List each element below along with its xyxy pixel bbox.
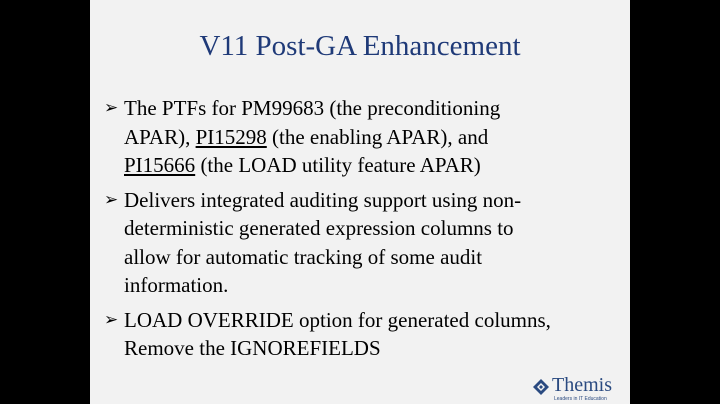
bullet-item	[104, 94, 624, 180]
bullet-text: APAR),	[124, 124, 196, 149]
bullet-line: The PTFs for PM99683 (the preconditioning	[124, 96, 501, 120]
arrow-bullet-icon: ➢	[104, 309, 119, 329]
bullet-line	[124, 123, 624, 152]
bullet-line: allow for automatic tracking of some audit	[124, 244, 483, 269]
arrow-bullet-icon: ➢	[104, 189, 119, 209]
bullet-text: (the enabling APAR), and	[266, 124, 489, 149]
slide-title: V11 Post-GA Enhancement	[199, 30, 521, 62]
diamond-logo-icon	[532, 378, 550, 396]
bullet-item	[104, 186, 624, 300]
bullet-line: deterministic generated expression columns to	[124, 216, 514, 240]
logo-name: Themis	[552, 374, 612, 396]
bullet-item	[104, 306, 624, 363]
themis-logo	[532, 374, 628, 402]
slide	[90, 0, 630, 404]
bullet-list	[104, 94, 624, 369]
bullet-line: LOAD OVERRIDE option for generated columns,	[124, 307, 551, 332]
bullet-line: Remove the IGNOREFIELDS	[124, 336, 381, 360]
logo-tagline: Leaders in IT Education	[554, 396, 607, 402]
arrow-bullet-icon: ➢	[104, 98, 119, 117]
bullet-line: Delivers integrated auditing support using non-	[124, 187, 522, 212]
bullet-line	[124, 151, 624, 180]
apar-link-pi15666: PI15666	[124, 153, 196, 177]
bullet-line: information.	[124, 273, 229, 297]
bullet-text: (the LOAD utility feature APAR)	[195, 153, 481, 177]
apar-link-pi15298: PI15298	[195, 124, 267, 149]
